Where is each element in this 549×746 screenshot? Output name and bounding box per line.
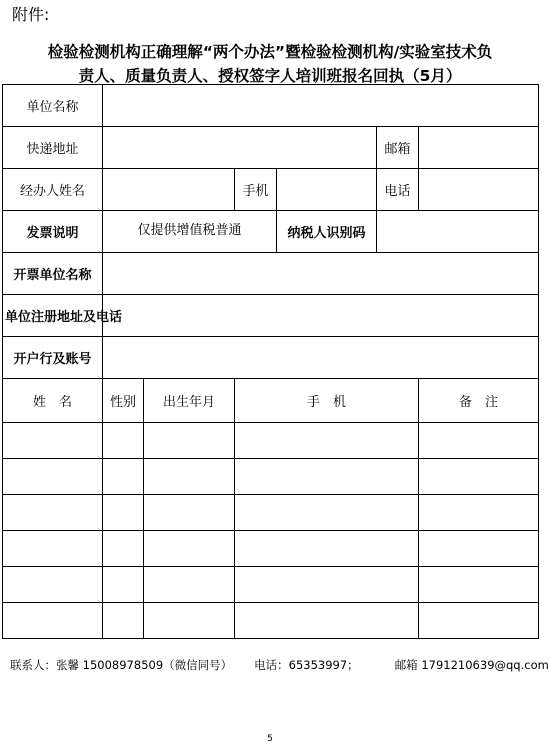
participant-gender-cell[interactable] — [103, 495, 144, 531]
registered-address-field[interactable] — [103, 295, 539, 337]
page-number: 5 — [267, 734, 273, 744]
participant-name-cell[interactable] — [3, 459, 103, 495]
form-title-line-2: 责人、质量负责人、授权签字人培训班报名回执（5月） — [78, 67, 462, 85]
participant-gender-cell[interactable] — [103, 531, 144, 567]
participant-mobile-cell[interactable] — [235, 603, 419, 639]
participant-birth-cell[interactable] — [144, 603, 235, 639]
participant-gender-cell[interactable] — [103, 603, 144, 639]
participant-mobile-cell[interactable] — [235, 495, 419, 531]
participant-birth-cell[interactable] — [144, 459, 235, 495]
header-birth: 出生年月 — [144, 379, 235, 423]
postcode-field[interactable] — [419, 127, 539, 169]
invoice-unit-label: 开票单位名称 — [3, 253, 103, 295]
attachment-label: 附件: — [12, 5, 50, 24]
unit-name-field[interactable] — [103, 85, 539, 127]
participant-mobile-cell[interactable] — [235, 567, 419, 603]
contact-footer — [10, 657, 549, 673]
participant-notes-cell[interactable] — [419, 495, 539, 531]
tax-id-field[interactable] — [377, 211, 539, 253]
participant-notes-cell[interactable] — [419, 423, 539, 459]
participant-gender-cell[interactable] — [103, 459, 144, 495]
registered-address-label: 单位注册地址及电话 — [3, 295, 103, 337]
participant-notes-cell[interactable] — [419, 603, 539, 639]
participant-birth-cell[interactable] — [144, 423, 235, 459]
participant-row — [3, 459, 539, 495]
bank-account-label: 开户行及账号 — [3, 337, 103, 379]
participant-notes-cell[interactable] — [419, 567, 539, 603]
participant-mobile-cell[interactable] — [235, 531, 419, 567]
handler-label: 经办人姓名 — [3, 169, 103, 211]
participant-mobile-cell[interactable] — [235, 423, 419, 459]
header-gender: 性别 — [103, 379, 144, 423]
invoice-value: 仅提供增值税普通 — [103, 211, 277, 253]
tax-id-label: 纳税人识别码 — [277, 211, 377, 253]
header-notes: 备 注 — [419, 379, 539, 423]
address-field[interactable] — [103, 127, 377, 169]
participant-name-cell[interactable] — [3, 495, 103, 531]
participant-row — [3, 423, 539, 459]
registration-form-table — [2, 84, 539, 639]
contact-person: 联系人：张馨 15008978509（微信同号） — [10, 658, 233, 672]
participant-name-cell[interactable] — [3, 423, 103, 459]
participant-birth-cell[interactable] — [144, 495, 235, 531]
participant-gender-cell[interactable] — [103, 423, 144, 459]
mobile-field[interactable] — [277, 169, 377, 211]
bank-account-field[interactable] — [103, 337, 539, 379]
participant-name-cell[interactable] — [3, 567, 103, 603]
participant-mobile-cell[interactable] — [235, 459, 419, 495]
participant-birth-cell[interactable] — [144, 531, 235, 567]
participant-birth-cell[interactable] — [144, 567, 235, 603]
unit-name-label: 单位名称 — [3, 85, 103, 127]
form-title-line-1: 检验检测机构正确理解“两个办法”暨检验检测机构/实验室技术负 — [47, 43, 493, 61]
phone-field[interactable] — [419, 169, 539, 211]
header-mobile: 手 机 — [235, 379, 419, 423]
contact-email: 邮箱 1791210639@qq.com — [394, 658, 549, 672]
participant-name-cell[interactable] — [3, 603, 103, 639]
mobile-label: 手机 — [235, 169, 277, 211]
address-label: 快递地址 — [3, 127, 103, 169]
participant-name-cell[interactable] — [3, 531, 103, 567]
participant-gender-cell[interactable] — [103, 567, 144, 603]
participant-row — [3, 603, 539, 639]
participants-header-row — [3, 379, 539, 423]
postcode-label: 邮箱 — [377, 127, 419, 169]
participant-row — [3, 567, 539, 603]
participant-row — [3, 531, 539, 567]
invoice-label: 发票说明 — [3, 211, 103, 253]
contact-phone: 电话：65353997； — [254, 658, 359, 672]
header-name: 姓 名 — [3, 379, 103, 423]
phone-label: 电话 — [377, 169, 419, 211]
participant-notes-cell[interactable] — [419, 459, 539, 495]
participant-row — [3, 495, 539, 531]
invoice-unit-field[interactable] — [103, 253, 539, 295]
handler-field[interactable] — [103, 169, 235, 211]
participant-notes-cell[interactable] — [419, 531, 539, 567]
